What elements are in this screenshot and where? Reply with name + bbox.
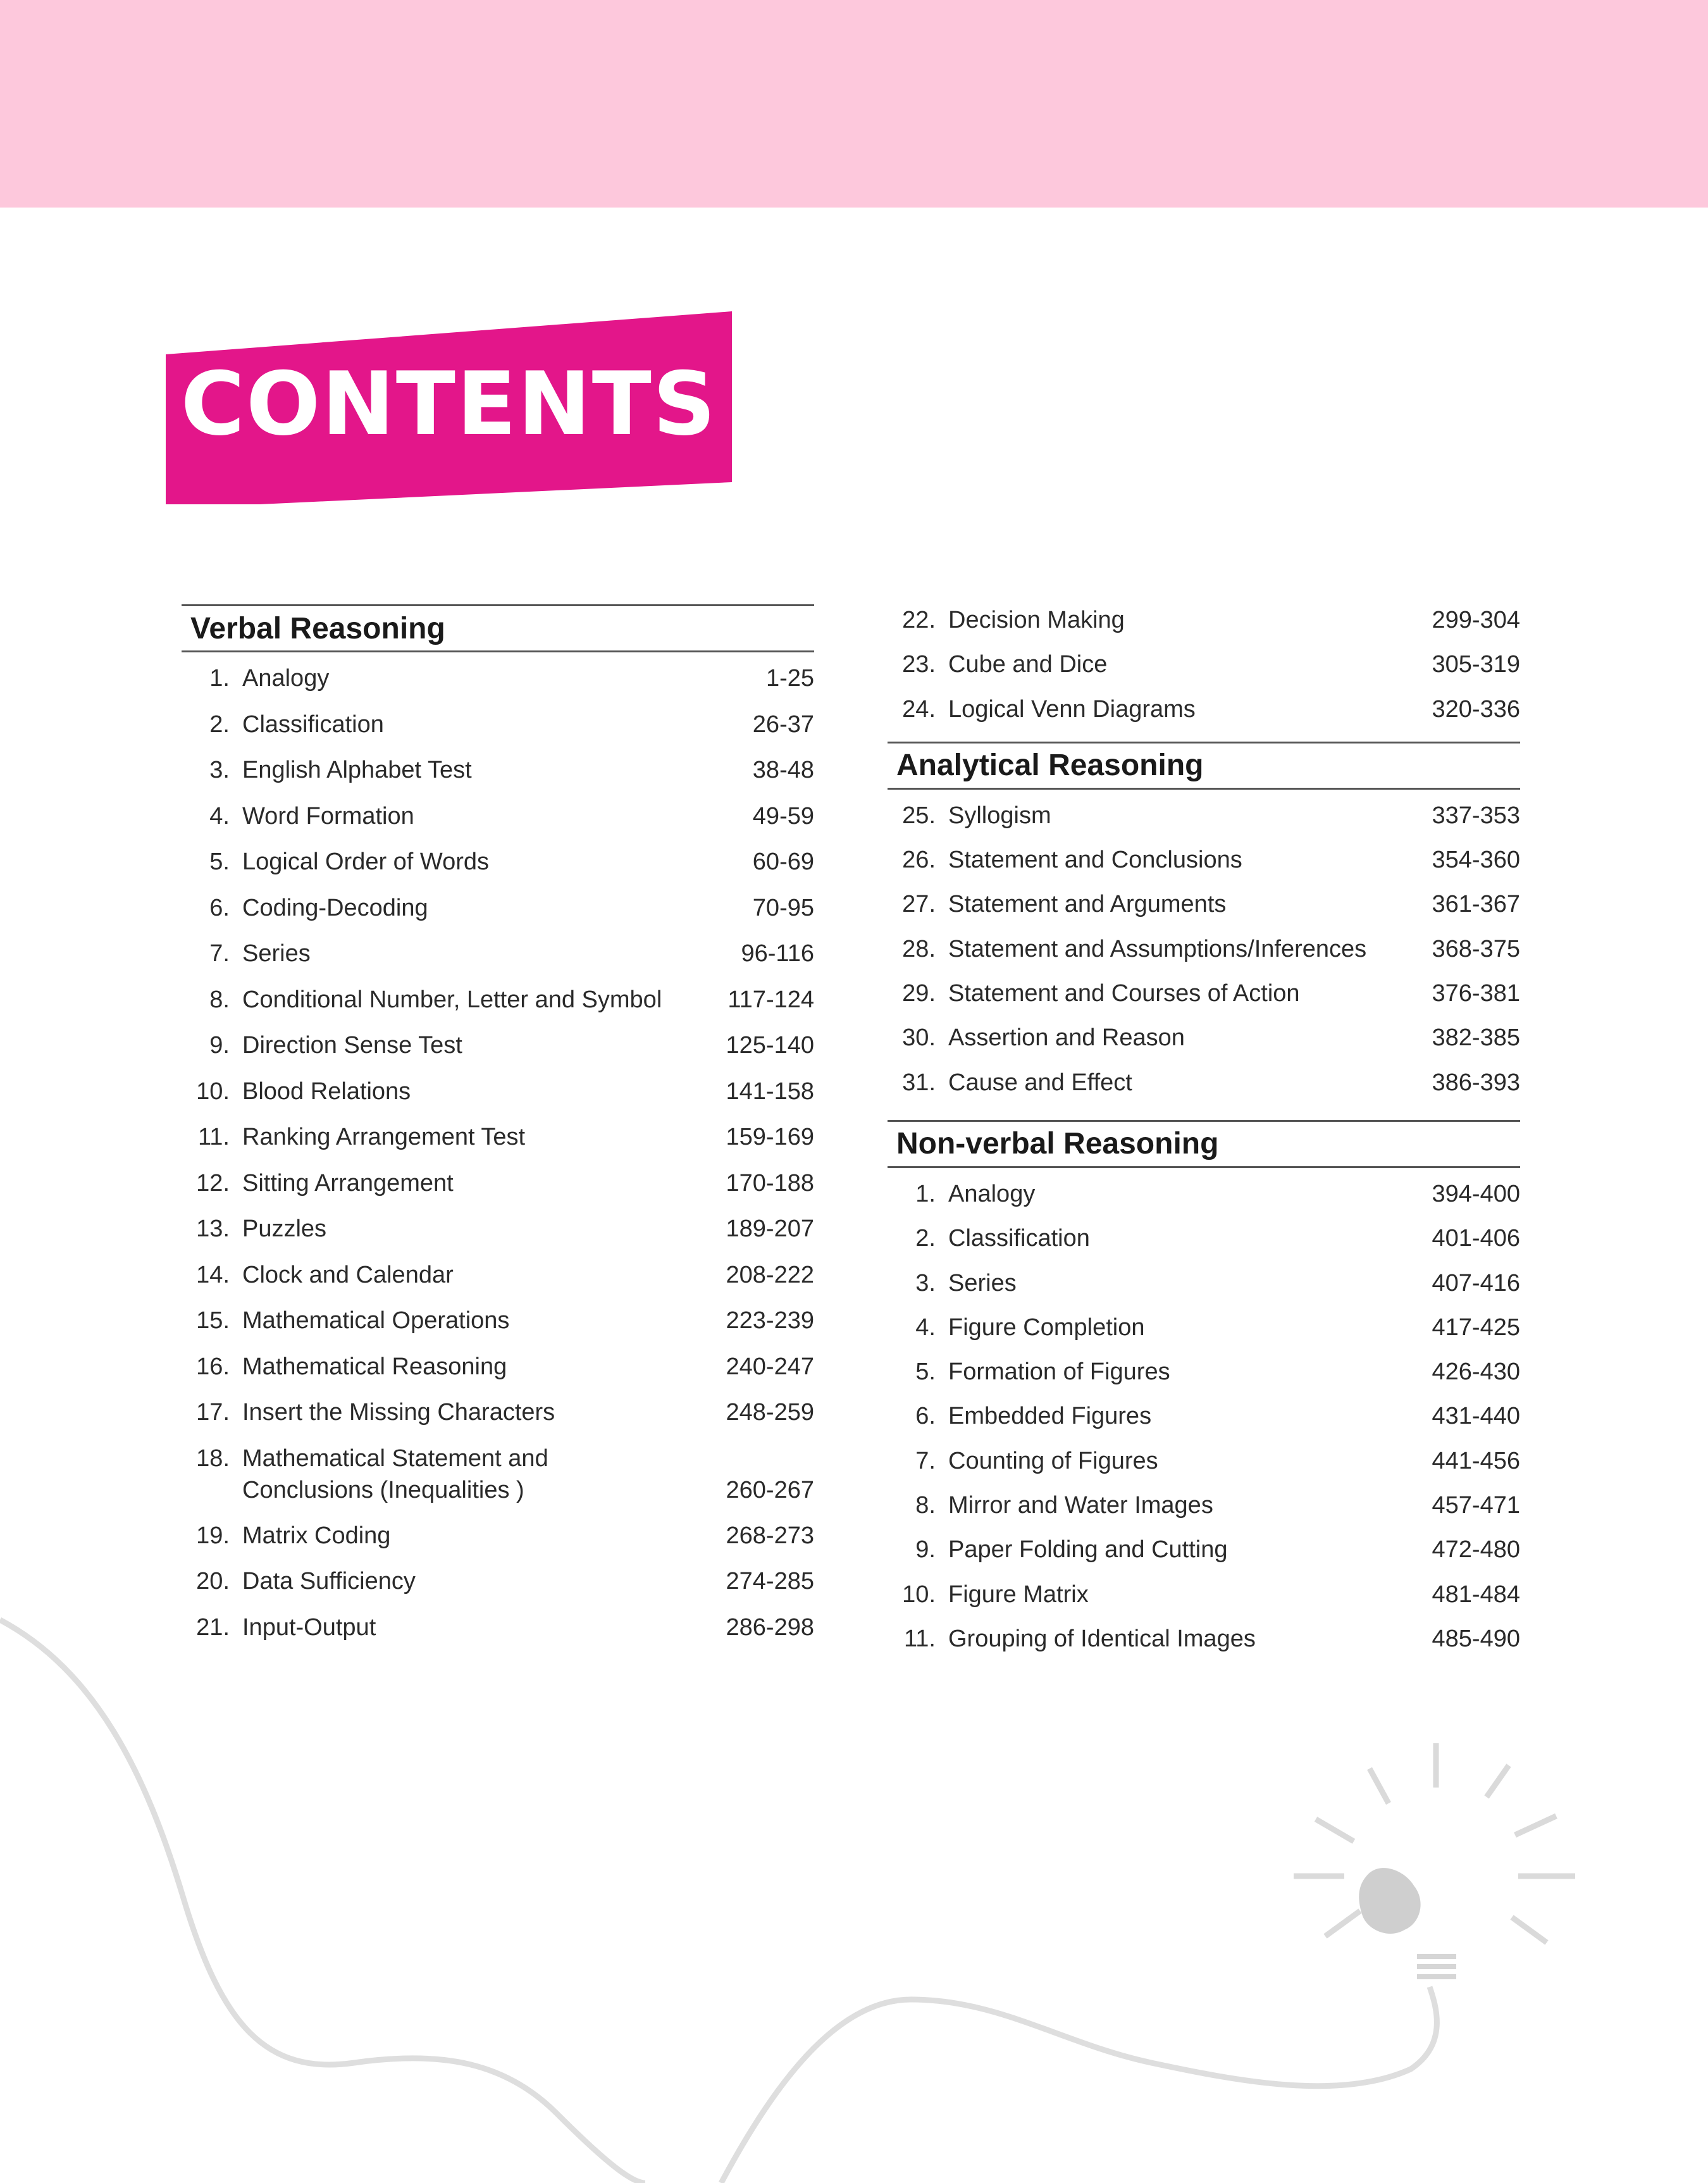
toc-entry[interactable]: [888, 1623, 1520, 1667]
entry-number: 21.: [196, 1614, 230, 1641]
toc-entry[interactable]: [182, 1565, 814, 1612]
entry-title: [242, 892, 700, 924]
entry-title: [948, 1490, 1406, 1521]
toc-entry[interactable]: [182, 754, 814, 800]
entry-title-line: Classification: [948, 1225, 1090, 1252]
entry-title-line: Decision Making: [948, 607, 1125, 633]
entry-pages: 260-267: [726, 1476, 814, 1503]
toc-entry[interactable]: [182, 662, 814, 709]
toc-entry[interactable]: [182, 938, 814, 984]
entry-title: [242, 984, 700, 1016]
entry-number: 7.: [915, 1447, 936, 1474]
toc-entry[interactable]: [182, 1612, 814, 1658]
entry-pages: 354-360: [1432, 847, 1520, 874]
verbal-continued-list: [888, 604, 1520, 738]
entry-pages: 485-490: [1432, 1625, 1520, 1652]
entry-title: [948, 693, 1406, 725]
entry-pages: 70-95: [752, 894, 814, 921]
toc-entry[interactable]: [888, 1067, 1520, 1111]
toc-entry[interactable]: [888, 693, 1520, 738]
entry-title-line: Sitting Arrangement: [242, 1169, 454, 1197]
entry-title-line: Logical Venn Diagrams: [948, 695, 1196, 723]
entry-pages: 472-480: [1432, 1536, 1520, 1564]
entry-pages: 268-273: [726, 1522, 814, 1549]
entry-title-line: Matrix Coding: [242, 1522, 391, 1549]
toc-entry[interactable]: [182, 1305, 814, 1351]
entry-title-line: Puzzles: [242, 1216, 327, 1242]
toc-entry[interactable]: [888, 1579, 1520, 1623]
toc-entry[interactable]: [182, 1351, 814, 1397]
entry-title: [948, 1534, 1406, 1565]
entry-title-line: Grouping of Identical Images: [948, 1625, 1256, 1652]
entry-pages: 417-425: [1432, 1314, 1520, 1341]
toc-entry[interactable]: [182, 800, 814, 847]
entry-pages: 189-207: [726, 1216, 814, 1242]
entry-title: [242, 1121, 700, 1153]
entry-title: [948, 1067, 1406, 1098]
entry-title: [948, 844, 1406, 876]
entry-title-line: Blood Relations: [242, 1078, 411, 1105]
entry-number: 2.: [915, 1225, 936, 1252]
entry-number: 1.: [209, 665, 230, 692]
entry-title-line: Ranking Arrangement Test: [242, 1124, 526, 1150]
entry-pages: 382-385: [1432, 1024, 1520, 1052]
entry-number: 15.: [196, 1307, 230, 1334]
entry-number: 24.: [902, 695, 936, 723]
entry-title-line2: Conclusions (Inequalities ): [242, 1476, 524, 1503]
entry-number: 5.: [209, 849, 230, 875]
entry-title: [242, 1029, 700, 1061]
entry-title: [242, 1565, 700, 1597]
entry-number: 26.: [902, 847, 936, 874]
entry-title-line: Data Sufficiency: [242, 1568, 416, 1595]
contents-banner: [166, 311, 732, 504]
entry-title-line: Mathematical Operations: [242, 1307, 510, 1334]
toc-entry[interactable]: [888, 978, 1520, 1022]
entry-title: [948, 649, 1406, 680]
entry-title-line: Formation of Figures: [948, 1359, 1170, 1386]
toc-entry[interactable]: [888, 1267, 1520, 1312]
entry-title: [948, 888, 1406, 920]
entry-title: [242, 938, 700, 969]
entry-title-line: Assertion and Reason: [948, 1024, 1185, 1052]
entry-number: 11.: [903, 1625, 936, 1652]
entry-pages: 96-116: [741, 940, 814, 967]
entry-title: [242, 800, 700, 832]
entry-number: 30.: [902, 1024, 936, 1052]
entry-number: 7.: [209, 940, 230, 967]
entry-title: [948, 1267, 1406, 1299]
entry-title-line: Input-Output: [242, 1614, 376, 1641]
entry-pages: 208-222: [726, 1261, 814, 1288]
entry-pages: 223-239: [726, 1307, 814, 1334]
entry-title: [948, 1356, 1406, 1388]
entry-pages: 286-298: [726, 1614, 814, 1641]
entry-number: 25.: [902, 802, 936, 829]
entry-number: 2.: [209, 711, 230, 738]
entry-pages: 274-285: [726, 1568, 814, 1595]
entry-title-line: Statement and Conclusions: [948, 847, 1242, 874]
section-heading-nonverbal: Non-verbal Reasoning: [888, 1120, 1520, 1168]
entry-title: [242, 1520, 700, 1552]
entry-pages: 125-140: [726, 1032, 814, 1059]
entry-title: [242, 754, 700, 786]
toc-entry[interactable]: [888, 1534, 1520, 1578]
entry-title-line: Classification: [242, 711, 384, 738]
entry-number: 3.: [209, 757, 230, 783]
toc-entry[interactable]: [182, 709, 814, 755]
entry-title: [948, 1445, 1406, 1477]
entry-title-line: Cube and Dice: [948, 651, 1108, 678]
entry-pages: 337-353: [1432, 802, 1520, 829]
entry-number: 13.: [196, 1216, 230, 1242]
entry-pages: 457-471: [1432, 1492, 1520, 1519]
entry-number: 31.: [902, 1069, 936, 1096]
entry-number: 12.: [196, 1169, 230, 1197]
entry-title: [242, 1443, 700, 1506]
entry-pages: 361-367: [1432, 891, 1520, 918]
entry-title: [242, 1213, 700, 1245]
toc-entry[interactable]: [182, 1520, 814, 1566]
entry-number: 18.: [196, 1445, 230, 1472]
toc-entry[interactable]: [888, 800, 1520, 844]
entry-title-line: Cause and Effect: [948, 1069, 1132, 1096]
entry-pages: 441-456: [1432, 1447, 1520, 1474]
toc-entry[interactable]: [888, 1400, 1520, 1445]
toc-entry[interactable]: [182, 1443, 814, 1520]
entry-pages: 141-158: [726, 1078, 814, 1105]
lightbulb-icon: [1294, 1743, 1575, 1979]
entry-title: [242, 1612, 700, 1643]
entry-pages: 1-25: [765, 665, 814, 692]
entry-title: [948, 1400, 1406, 1432]
analytical-list: [888, 800, 1520, 1111]
entry-pages: 426-430: [1432, 1359, 1520, 1386]
toc-entry[interactable]: [888, 1490, 1520, 1534]
toc-entry[interactable]: [888, 844, 1520, 888]
entry-title: [948, 978, 1406, 1009]
entry-title-line: Logical Order of Words: [242, 849, 490, 875]
toc-entry[interactable]: [182, 1121, 814, 1167]
entry-pages: 240-247: [726, 1353, 814, 1380]
entry-title-line: Mathematical Reasoning: [242, 1353, 507, 1380]
entry-number: 1.: [915, 1180, 936, 1207]
entry-pages: 386-393: [1432, 1069, 1520, 1096]
entry-pages: 49-59: [752, 802, 814, 830]
page-title: CONTENTS: [180, 353, 717, 455]
entry-pages: 407-416: [1432, 1269, 1520, 1297]
entry-title: [242, 1351, 700, 1383]
entry-title-line: English Alphabet Test: [242, 757, 472, 783]
entry-pages: 376-381: [1432, 980, 1520, 1007]
entry-number: 10.: [902, 1581, 936, 1608]
entry-number: 20.: [196, 1568, 230, 1595]
toc-entry[interactable]: [888, 1312, 1520, 1356]
entry-title-line: Analogy: [948, 1180, 1036, 1207]
entry-title-line: Counting of Figures: [948, 1447, 1158, 1474]
toc-entry[interactable]: [888, 1356, 1520, 1400]
toc-entry[interactable]: [182, 1259, 814, 1305]
entry-title-line: Clock and Calendar: [242, 1261, 454, 1288]
entry-number: 27.: [902, 891, 936, 918]
entry-pages: 394-400: [1432, 1180, 1520, 1207]
toc-entry[interactable]: [888, 1222, 1520, 1267]
toc-entry[interactable]: [888, 1445, 1520, 1490]
entry-title: [242, 846, 700, 878]
entry-title-line: Series: [242, 940, 311, 967]
toc-entry[interactable]: [888, 649, 1520, 693]
entry-pages: 60-69: [752, 849, 814, 875]
section-heading-verbal: Verbal Reasoning: [182, 604, 814, 652]
entry-title-line: Conditional Number, Letter and Symbol: [242, 986, 662, 1013]
entry-title-line: Statement and Courses of Action: [948, 980, 1300, 1007]
entry-title: [948, 1312, 1406, 1343]
entry-number: 16.: [196, 1353, 230, 1380]
entry-number: 8.: [209, 986, 230, 1013]
toc-entry[interactable]: [182, 1029, 814, 1076]
entry-number: 3.: [915, 1269, 936, 1297]
entry-title: [242, 1305, 700, 1336]
entry-title: [242, 662, 700, 694]
entry-title: [948, 800, 1406, 831]
entry-title-line: Analogy: [242, 665, 330, 692]
entry-title-line: Direction Sense Test: [242, 1032, 462, 1059]
nonverbal-list: [888, 1178, 1520, 1667]
toc-entry[interactable]: [182, 1396, 814, 1443]
entry-number: 9.: [209, 1032, 230, 1059]
entry-title: [948, 1178, 1406, 1210]
entry-title: [948, 1222, 1406, 1254]
entry-title: [948, 933, 1406, 965]
entry-number: 19.: [196, 1522, 230, 1549]
entry-title: [948, 1623, 1406, 1655]
entry-title-line: Figure Completion: [948, 1314, 1145, 1341]
entry-pages: 320-336: [1432, 695, 1520, 723]
entry-number: 10.: [196, 1078, 230, 1105]
entry-title-line: Mathematical Statement and: [242, 1445, 548, 1472]
toc-entry[interactable]: [888, 933, 1520, 978]
entry-pages: 481-484: [1432, 1581, 1520, 1608]
entry-title: [242, 1167, 700, 1199]
entry-pages: 159-169: [726, 1124, 814, 1150]
entry-title-line: Paper Folding and Cutting: [948, 1536, 1228, 1564]
entry-number: 4.: [209, 802, 230, 830]
entry-pages: 368-375: [1432, 935, 1520, 962]
entry-pages: 26-37: [752, 711, 814, 738]
entry-number: 23.: [902, 651, 936, 678]
toc-entry[interactable]: [182, 1167, 814, 1214]
entry-title: [242, 1396, 700, 1428]
entry-title: [242, 1076, 700, 1107]
section-heading-analytical: Analytical Reasoning: [888, 742, 1520, 790]
entry-title-line: Series: [948, 1269, 1017, 1297]
toc-entry[interactable]: [182, 984, 814, 1030]
toc-entry[interactable]: [888, 1178, 1520, 1222]
entry-number: 6.: [915, 1403, 936, 1430]
right-column: [888, 604, 1520, 1667]
entry-number: 17.: [196, 1399, 230, 1426]
entry-number: 29.: [902, 980, 936, 1007]
entry-pages: 401-406: [1432, 1225, 1520, 1252]
entry-title: [948, 604, 1406, 636]
entry-title: [242, 1259, 700, 1291]
entry-number: 22.: [902, 607, 936, 633]
entry-title-line: Word Formation: [242, 802, 414, 830]
entry-pages: 305-319: [1432, 651, 1520, 678]
entry-number: 11.: [197, 1124, 230, 1150]
toc-entry[interactable]: [182, 892, 814, 938]
entry-title-line: Figure Matrix: [948, 1581, 1089, 1608]
toc-entry[interactable]: [888, 888, 1520, 933]
entry-title-line: Insert the Missing Characters: [242, 1399, 555, 1426]
entry-title: [948, 1022, 1406, 1054]
entry-title-line: Statement and Assumptions/Inferences: [948, 935, 1367, 962]
entry-title-line: Syllogism: [948, 802, 1051, 829]
entry-pages: 248-259: [726, 1399, 814, 1426]
entry-number: 8.: [915, 1492, 936, 1519]
entry-title-line: Mirror and Water Images: [948, 1492, 1213, 1519]
entry-pages: 431-440: [1432, 1403, 1520, 1430]
entry-title: [242, 709, 700, 740]
entry-number: 9.: [915, 1536, 936, 1564]
toc-entry[interactable]: [182, 1076, 814, 1122]
entry-title: [948, 1579, 1406, 1610]
entry-number: 6.: [209, 894, 230, 921]
entry-number: 5.: [915, 1359, 936, 1386]
entry-number: 4.: [915, 1314, 936, 1341]
left-column: [182, 604, 814, 1657]
entry-title-line: Coding-Decoding: [242, 894, 428, 921]
entry-pages: 38-48: [752, 757, 814, 783]
verbal-list: [182, 662, 814, 1657]
entry-pages: 299-304: [1432, 607, 1520, 633]
toc-entry[interactable]: [182, 1213, 814, 1259]
toc-entry[interactable]: [182, 846, 814, 892]
entry-pages: 117-124: [727, 986, 814, 1013]
entry-pages: 170-188: [726, 1169, 814, 1197]
toc-entry[interactable]: [888, 1022, 1520, 1066]
entry-title-line: Statement and Arguments: [948, 891, 1227, 918]
entry-number: 28.: [902, 935, 936, 962]
toc-entry[interactable]: [888, 604, 1520, 649]
entry-number: 14.: [196, 1261, 230, 1288]
entry-title-line: Embedded Figures: [948, 1403, 1152, 1430]
